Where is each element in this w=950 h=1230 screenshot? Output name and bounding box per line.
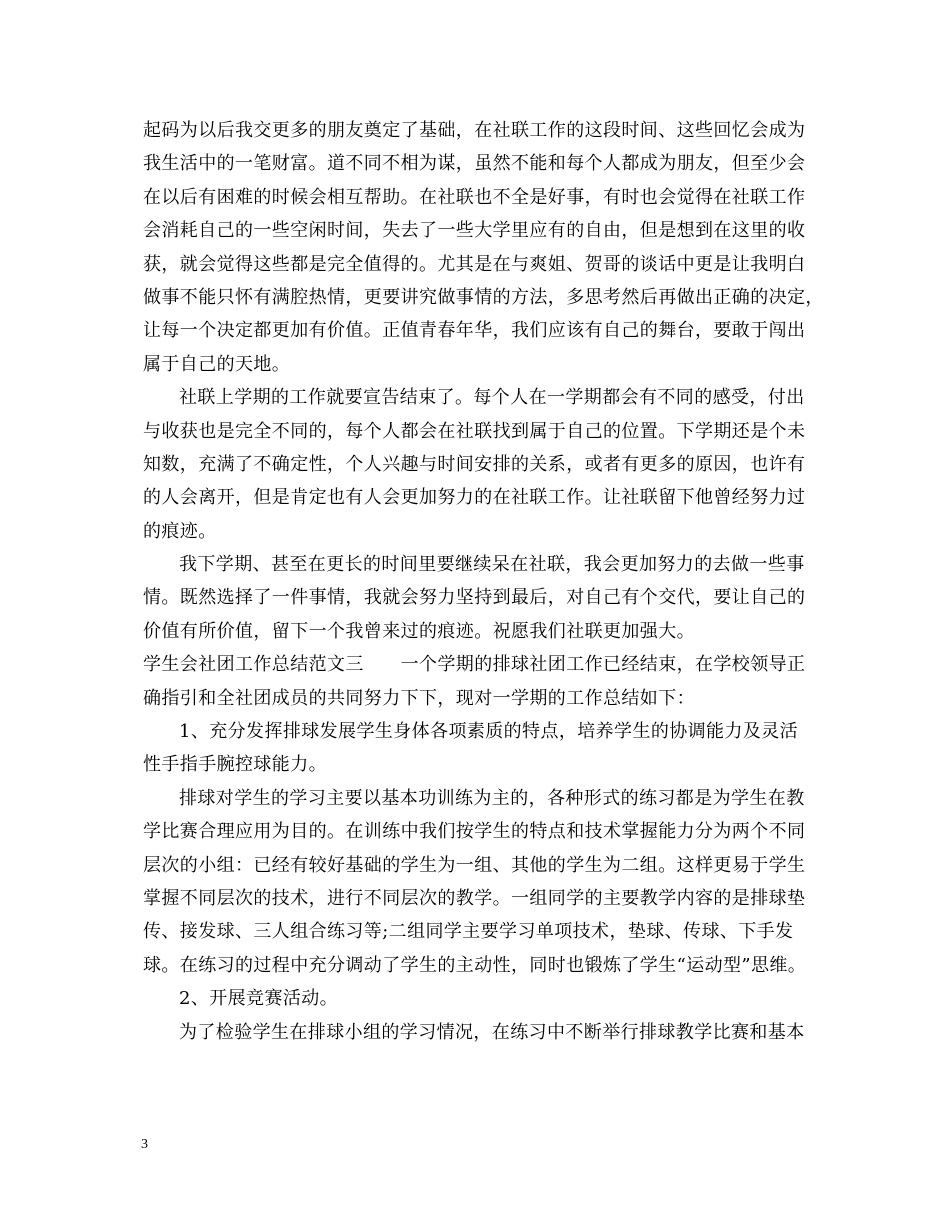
- text-line: 层次的小组：已经有较好基础的学生为一组、其他的学生为二组。这样更易于学生: [143, 854, 806, 876]
- text-line: 我下学期、甚至在更长的时间里要继续呆在社联，我会更加努力的去做一些事: [179, 554, 805, 576]
- text-line: 的痕迹。: [143, 520, 217, 542]
- text-line: 做事不能只怀有满腔热情，更要讲究做事情的方法，多思考然后再做出正确的决定，: [143, 286, 824, 308]
- text-line: 球。在练习的过程中充分调动了学生的主动性，同时也锻炼了学生“运动型”思维。: [143, 954, 807, 976]
- text-line: 学生会社团工作总结范文三 一个学期的排球社团工作已经结束，在学校领导正: [143, 654, 806, 676]
- text-line: 传、接发球、三人组合练习等;二组同学主要学习单项技术，垫球、传球、下手发: [143, 921, 794, 943]
- text-line: 情。既然选择了一件事情，我就会努力坚持到最后，对自己有个交代，要让自己的: [143, 587, 806, 609]
- text-line: 知数，充满了不确定性，个人兴趣与时间安排的关系，或者有更多的原因，也许有: [143, 453, 806, 475]
- text-line: 的人会离开，但是肯定也有人会更加努力的在社联工作。让社联留下他曾经努力过: [143, 487, 806, 509]
- text-line: 学比赛合理应用为目的。在训练中我们按学生的特点和技术掌握能力分为两个不同: [143, 821, 806, 843]
- text-line: 属于自己的天地。: [143, 353, 291, 375]
- text-line: 排球对学生的学习主要以基本功训练为主的，各种形式的练习都是为学生在教: [179, 787, 805, 809]
- text-line: 为了检验学生在排球小组的学习情况，在练习中不断举行排球教学比赛和基本: [179, 1021, 805, 1043]
- text-line: 我生活中的一笔财富。道不同不相为谋，虽然不能和每个人都成为朋友，但至少会: [143, 153, 806, 175]
- text-line: 起码为以后我交更多的朋友奠定了基础，在社联工作的这段时间、这些回忆会成为: [143, 120, 806, 141]
- text-line: 社联上学期的工作就要宣告结束了。每个人在一学期都会有不同的感受，付出: [179, 387, 805, 409]
- text-line: 掌握不同层次的技术，进行不同层次的教学。一组同学的主要教学内容的是排球垫: [143, 887, 806, 909]
- text-line: 获，就会觉得这些都是完全值得的。尤其是在与爽姐、贺哥的谈话中更是让我明白: [143, 253, 806, 275]
- text-line: 确指引和全社团成员的共同努力下下，现对一学期的工作总结如下：: [143, 687, 695, 709]
- text-line: 在以后有困难的时候会相互帮助。在社联也不全是好事，有时也会觉得在社联工作: [143, 186, 806, 208]
- text-line: 让每一个决定都更加有价值。正值青春年华，我们应该有自己的舞台，要敢于闯出: [143, 320, 806, 342]
- text-line: 性手指手腕控球能力。: [143, 754, 327, 776]
- text-line: 1、充分发挥排球发展学生身体各项素质的特点，培养学生的协调能力及灵活: [179, 721, 799, 743]
- page-number: 3: [141, 1137, 148, 1152]
- text-line: 与收获也是完全不同的，每个人都会在社联找到属于自己的位置。下学期还是个未: [143, 420, 806, 442]
- text-line: 2、开展竞赛活动。: [179, 988, 339, 1010]
- document-body: [143, 114, 823, 1049]
- text-line: 会消耗自己的一些空闲时间，失去了一些大学里应有的自由，但是想到在这里的收: [143, 220, 806, 242]
- text-line: 价值有所价值，留下一个我曾来过的痕迹。祝愿我们社联更加强大。: [143, 620, 695, 642]
